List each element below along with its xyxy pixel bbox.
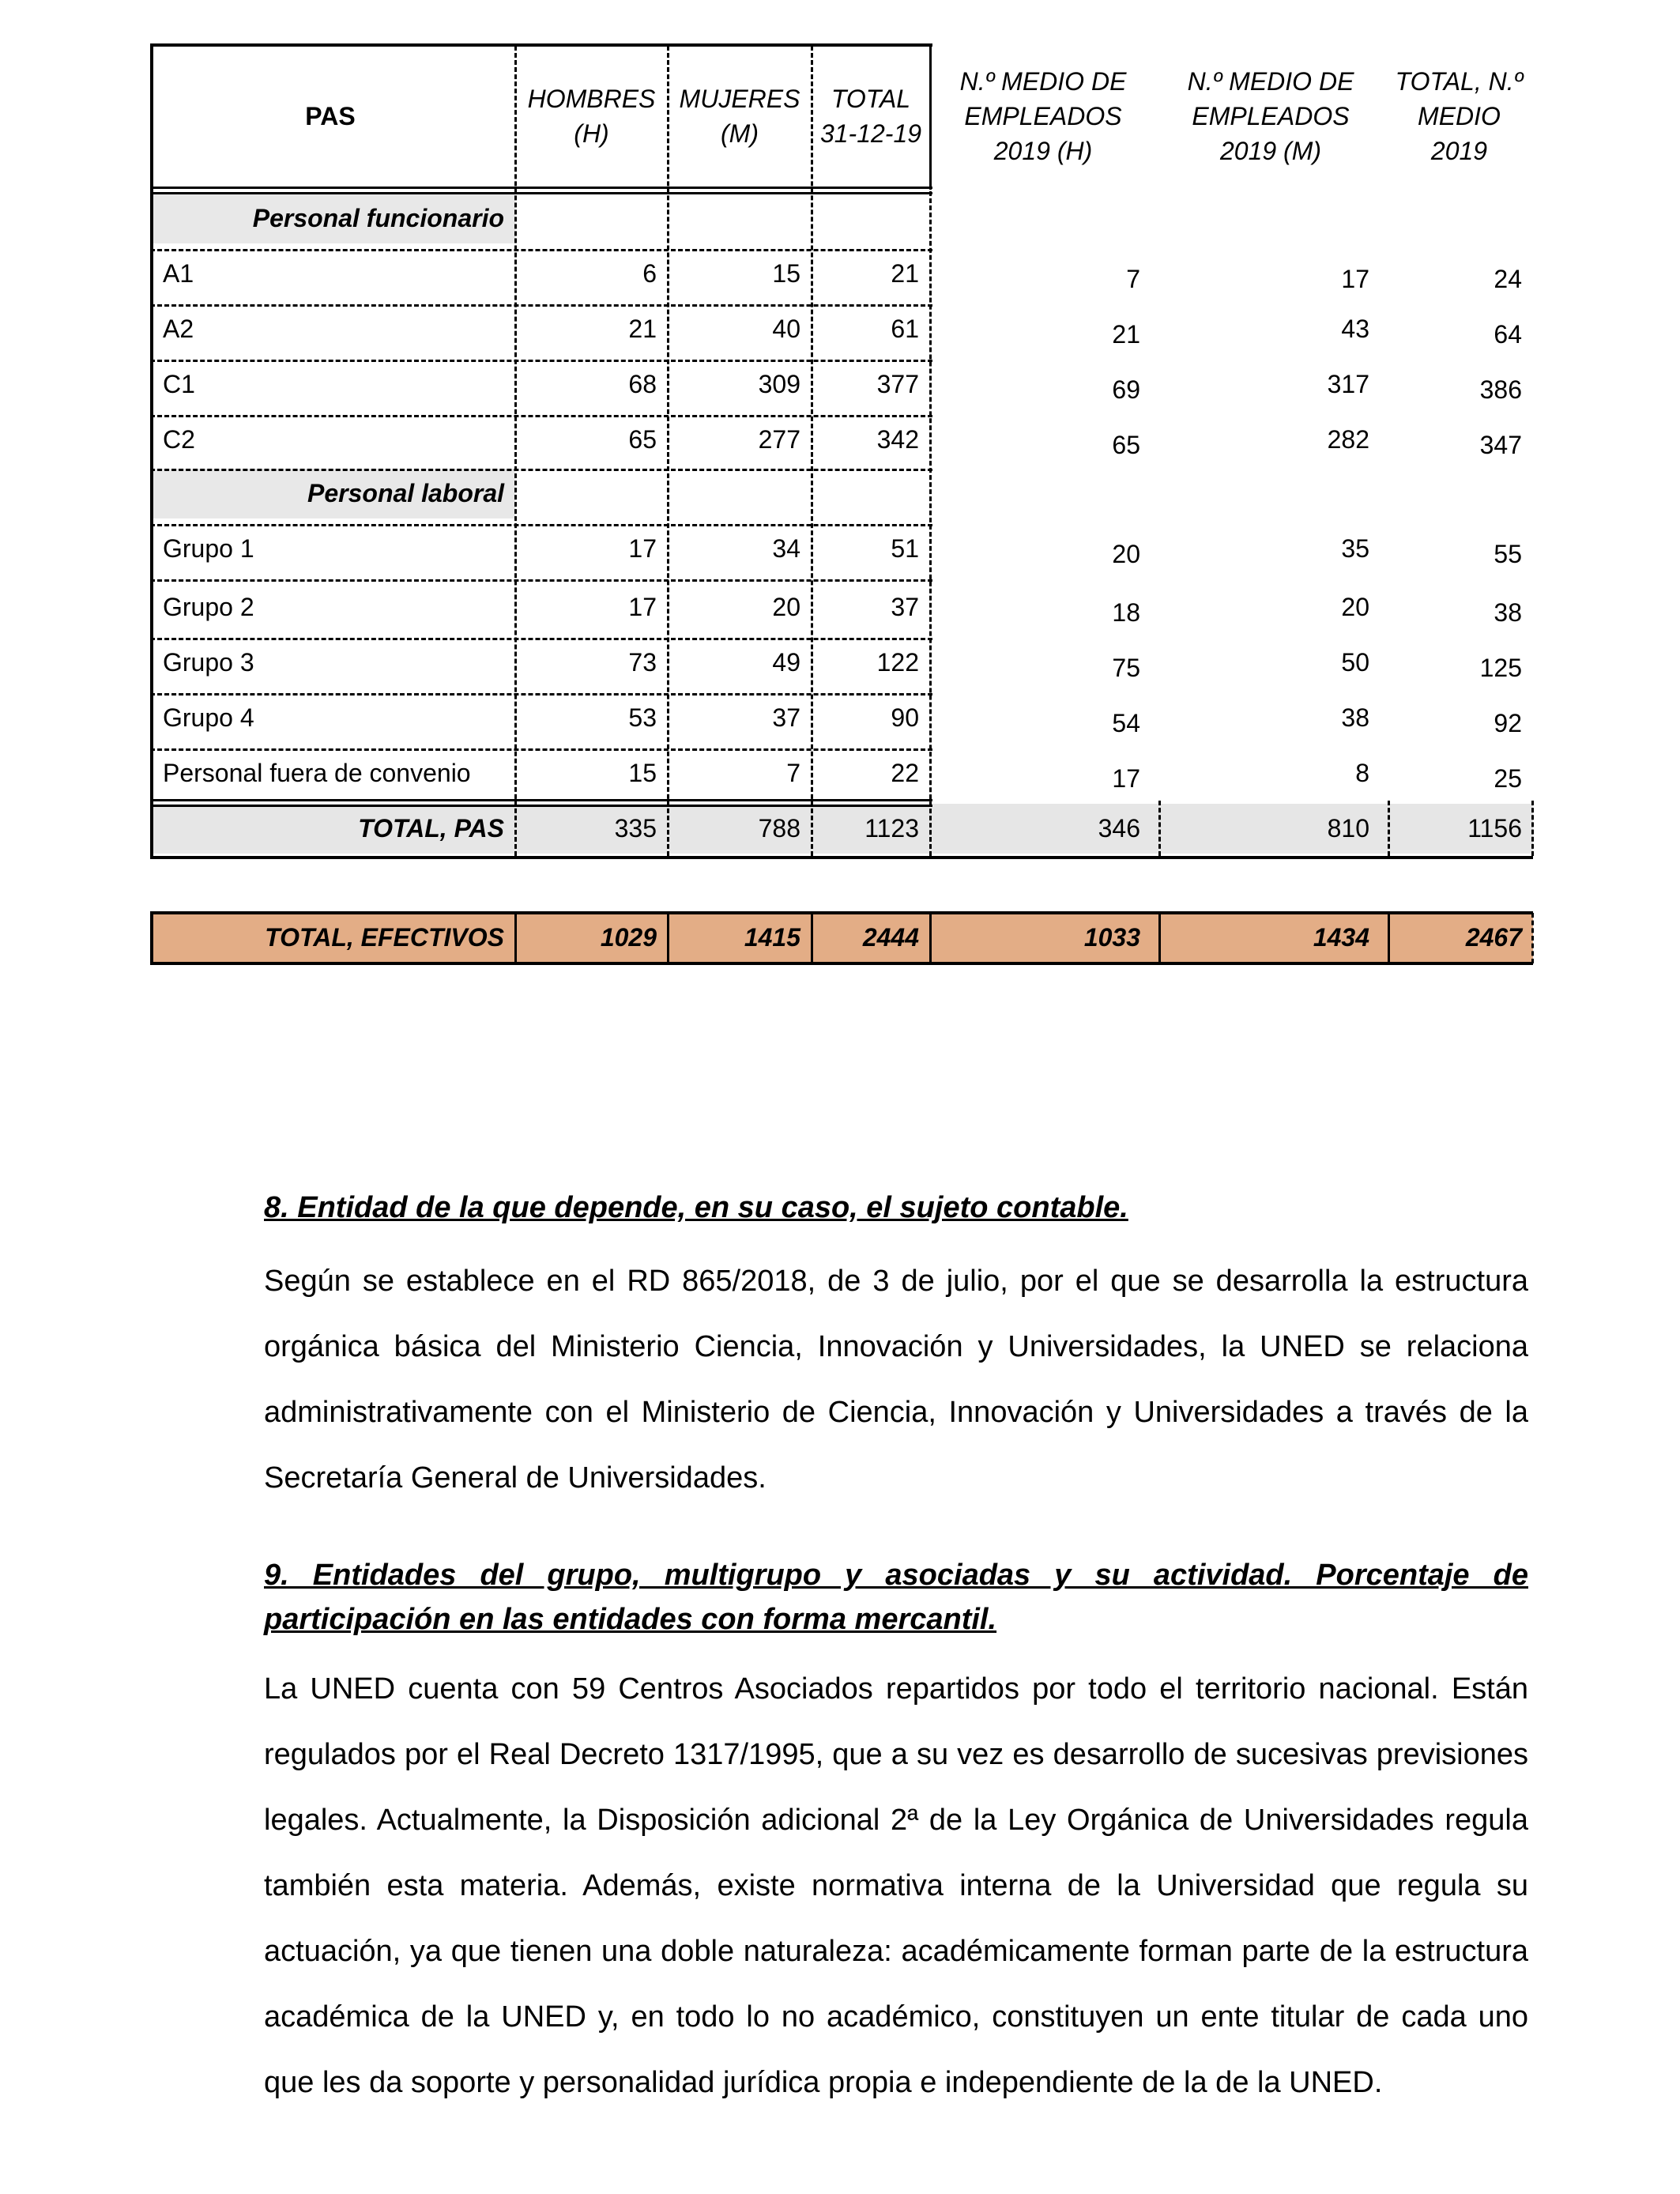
cell-hombres: 21 [628, 315, 657, 343]
col-separator [811, 46, 813, 856]
cell-total-medio: 25 [1494, 764, 1522, 793]
row-separator [150, 579, 932, 582]
row-label: Grupo 4 [163, 703, 254, 732]
col-separator [811, 913, 813, 963]
cell-total-medio: 55 [1494, 540, 1522, 568]
row-label: Personal fuera de convenio [163, 759, 471, 787]
cell-total: 377 [876, 370, 919, 398]
table-row [150, 304, 1533, 354]
row-label: Grupo 1 [163, 534, 254, 563]
cell-hombres: 65 [628, 425, 657, 454]
cell-medio-h: 17 [1112, 764, 1140, 793]
header-pas: PAS [305, 101, 356, 130]
cell-total: 122 [876, 648, 919, 677]
cell-total-medio: 92 [1494, 709, 1522, 737]
cell-medio-h: 65 [1112, 431, 1140, 459]
col-separator [929, 913, 932, 963]
cell-medio-m: 38 [1341, 703, 1369, 732]
header-medio-m: N.º MEDIO DE EMPLEADOS 2019 (M) [1187, 66, 1354, 165]
col-separator [929, 43, 932, 190]
cell-medio-m: 1434 [1313, 922, 1369, 952]
col-separator [667, 46, 669, 856]
cell-hombres: 68 [628, 370, 657, 398]
cell-hombres: 17 [628, 534, 657, 563]
cell-medio-m: 282 [1327, 425, 1369, 454]
header-bottom-border [150, 187, 932, 194]
cell-total: 22 [891, 759, 919, 787]
cell-total: 21 [891, 259, 919, 288]
cell-mujeres: 1415 [744, 922, 800, 952]
cell-medio-h: 69 [1112, 375, 1140, 404]
table-row [150, 638, 1533, 688]
cell-medio-h: 54 [1112, 709, 1140, 737]
header-hombres: HOMBRES (H) [527, 84, 656, 148]
total-efectivos-left-border [150, 911, 153, 965]
cell-mujeres: 277 [758, 425, 800, 454]
col-separator [514, 913, 517, 963]
cell-total-medio: 2467 [1465, 922, 1522, 952]
cell-total: 51 [891, 534, 919, 563]
cell-hombres: 1029 [600, 922, 657, 952]
row-label: A1 [163, 259, 194, 288]
cell-mujeres: 49 [772, 648, 800, 677]
col-separator [1158, 801, 1161, 856]
cell-mujeres: 15 [772, 259, 800, 288]
cell-total-medio: 64 [1494, 320, 1522, 349]
row-separator [150, 360, 932, 362]
cell-hombres: 335 [614, 814, 657, 843]
section-9-paragraph: La UNED cuenta con 59 Centros Asociados repartidos por todo el territorio nacional. Están regulados por el Real Decreto 1317/1995, que a su vez es desarrollo de sucesivas previsiones legales. Actualmente, la Disposición adicional 2ª de la Ley Orgánica de Universidades regula también esta materia. Además, existe normativa interna de la Universidad que regula su actuación, ya que tienen una doble naturaleza: académicamente forman parte de la estructura académica de la UNED y, en todo lo no académico, constituyen un ente titular de cada uno que les da soporte y personalidad jurídica propia e independiente de la de la UNED. [264, 1672, 1528, 2099]
cell-medio-m: 17 [1341, 265, 1369, 293]
col-separator [667, 913, 669, 963]
col-separator [1388, 913, 1390, 963]
cell-hombres: 53 [628, 703, 657, 732]
cell-total: 2444 [862, 922, 919, 952]
cell-medio-h: 18 [1112, 598, 1140, 627]
header-medio-h: N.º MEDIO DE EMPLEADOS 2019 (H) [959, 66, 1127, 165]
table-subheader-row [150, 469, 1533, 518]
table-row [150, 748, 1533, 798]
total-efectivos-top-border [150, 911, 1533, 914]
table-row [150, 582, 1533, 632]
cell-mujeres: 34 [772, 534, 800, 563]
row-label: C2 [163, 425, 195, 454]
cell-medio-h: 1033 [1083, 922, 1140, 952]
row-label: C1 [163, 370, 195, 398]
row-label: TOTAL, EFECTIVOS [265, 922, 504, 952]
cell-total: 37 [891, 593, 919, 621]
cell-medio-m: 35 [1341, 534, 1369, 563]
cell-medio-m: 8 [1355, 759, 1369, 787]
cell-mujeres: 37 [772, 703, 800, 732]
total-efectivos-row [150, 913, 1533, 962]
header-total: TOTAL 31-12-19 [819, 84, 922, 148]
section-8-heading: 8. Entidad de la que depende, en su caso, el sujeto contable. [264, 1191, 1128, 1224]
cell-medio-h: 346 [1098, 814, 1140, 843]
cell-medio-m: 50 [1341, 648, 1369, 677]
row-separator [150, 304, 932, 307]
table-row [150, 360, 1533, 409]
cell-mujeres: 7 [786, 759, 800, 787]
section-8-paragraph: Según se establece en el RD 865/2018, de 3 de julio, por el que se desarrolla la estructura orgánica básica del Ministerio Ciencia, Innovación y Universidades, la UNED se relaciona administrativamente con el Ministerio de Ciencia, Innovación y Universidades a través de la Secretaría General de Universidades. [264, 1265, 1528, 1495]
total-pas-row [150, 804, 1533, 854]
table-subheader-row [150, 194, 1533, 243]
cell-medio-h: 21 [1112, 320, 1140, 349]
row-label: Grupo 3 [163, 648, 254, 677]
cell-medio-h: 75 [1112, 654, 1140, 682]
row-separator [150, 524, 932, 526]
cell-total-medio: 347 [1479, 431, 1522, 459]
cell-total: 342 [876, 425, 919, 454]
row-separator [150, 748, 932, 751]
cell-medio-m: 317 [1327, 370, 1369, 398]
total-efectivos-bottom-border [150, 962, 1533, 965]
cell-medio-h: 20 [1112, 540, 1140, 568]
cell-mujeres: 788 [758, 814, 800, 843]
cell-hombres: 15 [628, 759, 657, 787]
table-row [150, 693, 1533, 743]
table-row [150, 415, 1533, 465]
row-separator [150, 469, 932, 471]
cell-total-medio: 24 [1494, 265, 1522, 293]
total-pas-bottom-border [150, 856, 1533, 859]
col-separator [1531, 801, 1534, 856]
total-pas-top-border [150, 799, 932, 807]
cell-total-medio: 1156 [1467, 814, 1522, 843]
cell-total: 90 [891, 703, 919, 732]
row-separator [150, 638, 932, 640]
table-top-border [150, 43, 932, 47]
cell-total: 1123 [864, 814, 919, 843]
table-row [150, 524, 1533, 574]
cell-mujeres: 20 [772, 593, 800, 621]
row-separator [150, 415, 932, 417]
row-label: TOTAL, PAS [358, 814, 504, 843]
cell-hombres: 6 [642, 259, 657, 288]
subheader-laboral: Personal laboral [150, 469, 515, 518]
cell-mujeres: 40 [772, 315, 800, 343]
header-mujeres: MUJERES (M) [679, 84, 800, 148]
table-left-border [150, 43, 153, 858]
section-9-heading: 9. Entidades del grupo, multigrupo y asociadas y su actividad. Porcentaje de participación en las entidades con forma mercantil. [264, 1559, 1528, 1636]
col-separator [1531, 913, 1534, 963]
row-separator [150, 693, 932, 696]
col-separator [514, 46, 517, 856]
cell-total: 61 [891, 315, 919, 343]
cell-medio-m: 43 [1341, 315, 1369, 343]
cell-medio-h: 7 [1126, 265, 1140, 293]
cell-medio-m: 810 [1327, 814, 1369, 843]
cell-medio-m: 20 [1341, 593, 1369, 621]
col-separator [1158, 913, 1161, 963]
subheader-funcionario: Personal funcionario [150, 194, 515, 243]
cell-total-medio: 125 [1479, 654, 1522, 682]
row-separator [150, 249, 932, 251]
header-total-medio: TOTAL, N.º MEDIO 2019 [1395, 66, 1524, 165]
cell-hombres: 17 [628, 593, 657, 621]
cell-hombres: 73 [628, 648, 657, 677]
cell-total-medio: 386 [1479, 375, 1522, 404]
table-header-row [150, 43, 1533, 188]
col-separator [1388, 801, 1390, 856]
table-row [150, 249, 1533, 299]
cell-mujeres: 309 [758, 370, 800, 398]
row-label: Grupo 2 [163, 593, 254, 621]
cell-total-medio: 38 [1494, 598, 1522, 627]
row-label: A2 [163, 315, 194, 343]
